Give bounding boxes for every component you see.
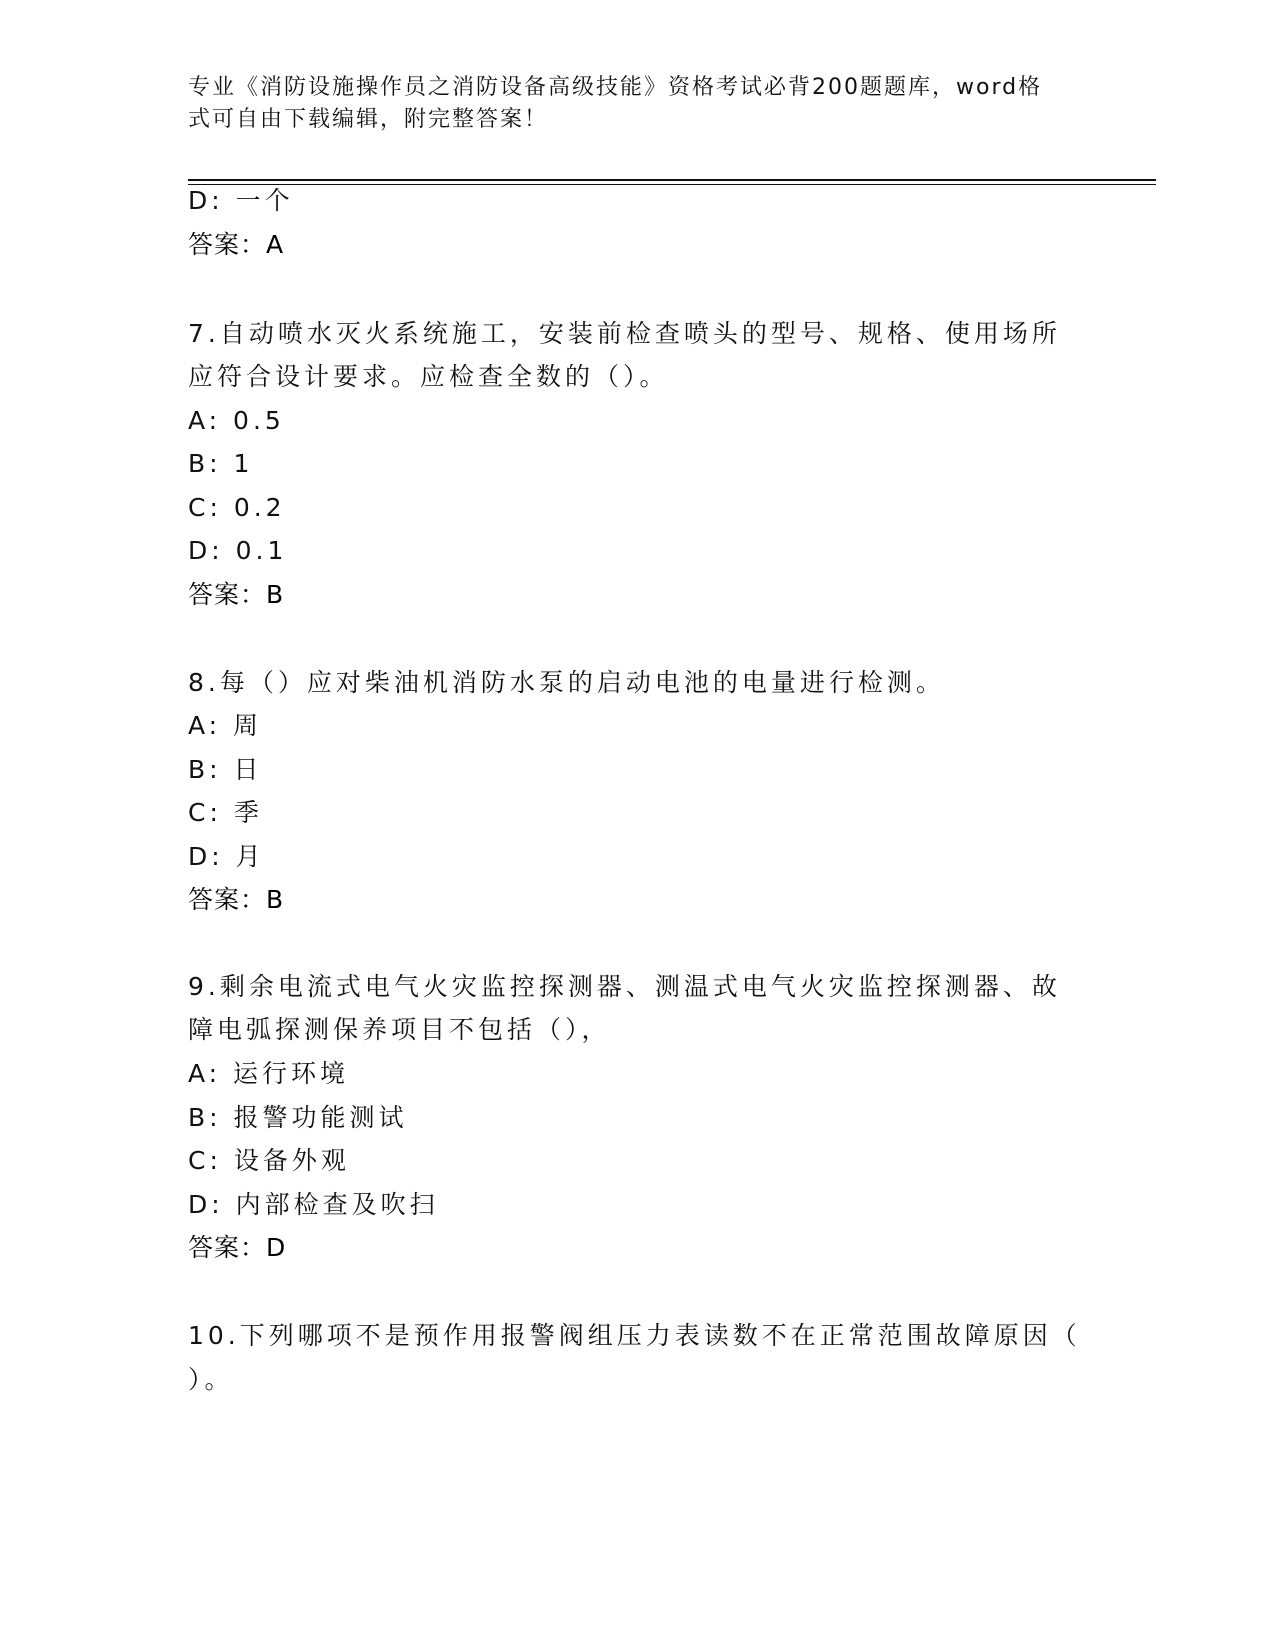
header-divider-thick bbox=[188, 179, 1156, 181]
question-9-option-c: C: 设备外观 bbox=[188, 1146, 350, 1175]
question-9-option-d: D: 内部检查及吹扫 bbox=[188, 1190, 439, 1219]
question-7-text: 7.自动喷水灭火系统施工，安装前检查喷头的型号、规格、使用场所 bbox=[188, 319, 1061, 348]
question-9-text: 9.剩余电流式电气火灾监控探测器、测温式电气火灾监控探测器、故 bbox=[188, 972, 1061, 1001]
question-8-option-a: A: 周 bbox=[188, 711, 263, 740]
question-9-option-a: A: 运行环境 bbox=[188, 1059, 350, 1088]
question-7-option-c: C: 0.2 bbox=[188, 493, 286, 522]
header-divider-thin bbox=[188, 184, 1156, 185]
question-8-option-b: B: 日 bbox=[188, 755, 263, 784]
answer: 答案：A bbox=[188, 230, 285, 259]
question-9-answer: 答案：D bbox=[188, 1233, 287, 1262]
question-7-option-b: B: 1 bbox=[188, 449, 254, 478]
option-d: D: 一个 bbox=[188, 186, 294, 215]
question-9-text-cont: 障电弧探测保养项目不包括（）， bbox=[188, 1015, 611, 1044]
document-header bbox=[188, 72, 1088, 136]
question-8-answer: 答案：B bbox=[188, 885, 285, 914]
question-7-option-a: A: 0.5 bbox=[188, 406, 285, 435]
question-7-answer: 答案：B bbox=[188, 580, 285, 609]
question-7-option-d: D: 0.1 bbox=[188, 536, 288, 565]
question-9-option-b: B: 报警功能测试 bbox=[188, 1103, 408, 1132]
header-line-1: 专业《消防设施操作员之消防设备高级技能》资格考试必背200题题库，word格 bbox=[188, 75, 1043, 100]
question-8-option-c: C: 季 bbox=[188, 798, 263, 827]
question-10-text-cont: ）。 bbox=[188, 1365, 234, 1394]
question-10-text: 10.下列哪项不是预作用报警阀组压力表读数不在正常范围故障原因（ bbox=[188, 1321, 1081, 1350]
question-7-text-cont: 应符合设计要求。应检查全数的（）。 bbox=[188, 362, 669, 391]
question-8-option-d: D: 月 bbox=[188, 842, 265, 871]
question-8-text: 8.每（）应对柴油机消防水泵的启动电池的电量进行检测。 bbox=[188, 668, 945, 697]
header-line-2: 式可自由下载编辑，附完整答案！ bbox=[188, 107, 549, 132]
